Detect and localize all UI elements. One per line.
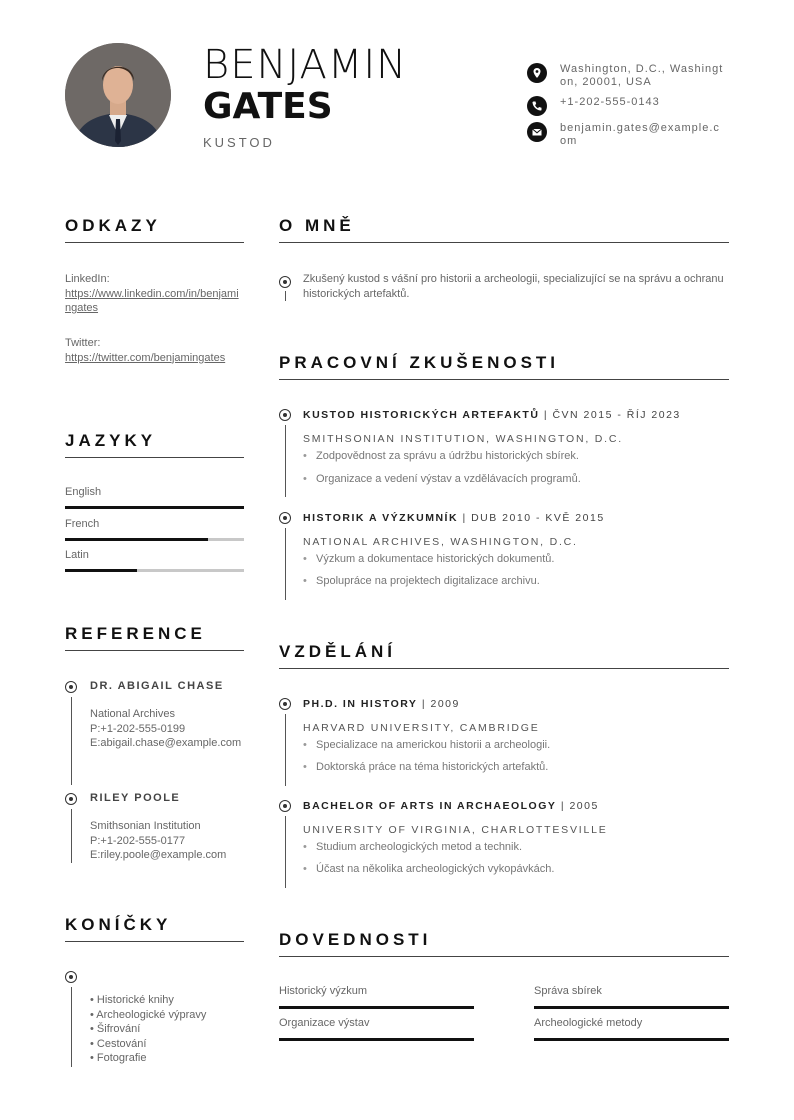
language-english	[65, 486, 244, 498]
link-item-linkedin	[65, 272, 244, 316]
timeline-dot	[279, 512, 291, 524]
link-label: Twitter:	[65, 337, 101, 349]
experience-title	[303, 409, 681, 421]
list-item: • Fotografie	[90, 1052, 147, 1064]
reference-name: RILEY POOLE	[90, 792, 181, 804]
reference-phone: P:+1-202-555-0177	[90, 834, 186, 847]
list-item: • Cestování	[90, 1037, 147, 1050]
reference-email: E:abigail.chase@example.com	[90, 737, 242, 749]
education-heading: VZDĚLÁNÍ	[279, 642, 729, 669]
job-dates: | DUB 2010 - KVĚ 2015	[462, 512, 605, 524]
job-dates: | ČVN 2015 - ŘÍJ 2023	[543, 409, 681, 421]
experience-org: SMITHSONIAN INSTITUTION, WASHINGTON, D.C.	[303, 433, 623, 445]
skill-name: Správa sbírek	[534, 985, 602, 997]
about-text: Zkušený kustod s vášní pro historii a archeologii, specializující se na správu a ochranu historických artefaktů.	[303, 273, 724, 300]
skill-item	[534, 985, 729, 997]
reference-details	[90, 819, 250, 863]
list-item: • Doktorská práce na téma historických artefaktů.	[316, 761, 548, 773]
list-item: • Spolupráce na projektech digitalizace archivu.	[316, 575, 540, 587]
phone-icon	[527, 96, 547, 116]
skill-item	[534, 1017, 729, 1029]
contact-phone	[527, 96, 727, 116]
skill-item	[279, 1017, 474, 1029]
about-heading: O MNĚ	[279, 216, 729, 243]
language-french	[65, 518, 244, 530]
education-org: UNIVERSITY OF VIRGINIA, CHARLOTTESVILLE	[303, 824, 608, 836]
timeline-line	[285, 816, 286, 888]
degree-text: PH.D. IN HISTORY	[303, 698, 418, 710]
job-title-text: KUSTOD HISTORICKÝCH ARTEFAKTŮ	[303, 409, 540, 421]
twitter-link[interactable]: https://twitter.com/benjamingates	[65, 351, 226, 364]
timeline-dot	[65, 681, 77, 693]
linkedin-link[interactable]: https://www.linkedin.com/in/benjamingates	[65, 287, 239, 314]
skill-bar	[279, 1038, 474, 1041]
language-name: English	[65, 486, 102, 498]
phone-text: +1-202-555-0143	[560, 96, 660, 108]
education-title	[303, 800, 599, 812]
links-heading: ODKAZY	[65, 216, 244, 243]
envelope-icon	[527, 122, 547, 142]
language-name: Latin	[65, 549, 89, 561]
list-item: • Historické knihy	[90, 994, 174, 1006]
list-item: • Účast na několika archeologických vykopávkách.	[316, 863, 554, 875]
timeline-dot	[279, 698, 291, 710]
language-name: French	[65, 518, 100, 530]
contact-address	[527, 63, 727, 89]
profile-photo	[65, 43, 171, 147]
hobbies-heading: KONÍČKY	[65, 915, 244, 942]
timeline-line	[285, 291, 286, 301]
timeline-line	[285, 425, 286, 497]
references-heading: REFERENCE	[65, 624, 244, 651]
timeline-dot	[65, 793, 77, 805]
skill-name: Historický výzkum	[279, 985, 368, 997]
last-name: GATES	[203, 86, 333, 127]
languages-heading: JAZYKY	[65, 431, 244, 458]
experience-title	[303, 512, 605, 524]
experience-org: NATIONAL ARCHIVES, WASHINGTON, D.C.	[303, 536, 578, 548]
timeline-line	[71, 697, 72, 785]
list-item: • Výzkum a dokumentace historických dokumentů.	[316, 553, 554, 565]
link-item-twitter	[65, 336, 244, 365]
list-item: • Specializace na americkou historii a archeologii.	[316, 739, 550, 751]
language-level-bar	[65, 538, 244, 541]
education-dates: | 2005	[560, 800, 599, 812]
experience-heading: PRACOVNÍ ZKUŠENOSTI	[279, 353, 729, 380]
link-label: LinkedIn:	[65, 273, 110, 285]
job-title: KUSTOD	[203, 135, 275, 150]
reference-org: Smithsonian Institution	[90, 820, 201, 832]
skill-name: Organizace výstav	[279, 1017, 370, 1029]
timeline-line	[71, 809, 72, 863]
skill-bar	[534, 1006, 729, 1009]
language-latin	[65, 549, 244, 561]
hobbies-list	[90, 993, 206, 1066]
list-item: • Archeologické výpravy	[90, 1008, 207, 1021]
degree-text: BACHELOR OF ARTS IN ARCHAEOLOGY	[303, 800, 557, 812]
list-item: • Šifrování	[90, 1023, 141, 1035]
timeline-line	[285, 528, 286, 600]
timeline-dot	[279, 800, 291, 812]
list-item: • Zodpovědnost za správu a údržbu historických sbírek.	[316, 450, 579, 462]
education-title	[303, 698, 460, 710]
location-pin-icon	[527, 63, 547, 83]
skill-name: Archeologické metody	[534, 1017, 643, 1029]
timeline-line	[285, 714, 286, 786]
list-item: • Studium archeologických metod a technik.	[316, 841, 522, 853]
language-level-bar	[65, 506, 244, 509]
timeline-dot	[279, 409, 291, 421]
job-title-text: HISTORIK A VÝZKUMNÍK	[303, 512, 459, 524]
skill-bar	[279, 1006, 474, 1009]
list-item: • Organizace a vedení výstav a vzdělávacích programů.	[316, 473, 581, 485]
reference-org: National Archives	[90, 708, 175, 720]
reference-details	[90, 707, 250, 751]
timeline-dot	[279, 276, 291, 288]
education-dates: | 2009	[421, 698, 460, 710]
address-text: Washington, D.C., Washington, 20001, USA	[560, 63, 724, 88]
reference-phone: P:+1-202-555-0199	[90, 722, 186, 735]
timeline-line	[71, 987, 72, 1067]
first-name: BENJAMIN	[203, 42, 408, 88]
contact-email	[527, 122, 727, 148]
education-org: HARVARD UNIVERSITY, CAMBRIDGE	[303, 722, 540, 734]
skill-item	[279, 985, 474, 997]
email-text: benjamin.gates@example.com	[560, 122, 720, 147]
reference-name: DR. ABIGAIL CHASE	[90, 680, 224, 692]
skills-heading: DOVEDNOSTI	[279, 930, 729, 957]
skill-bar	[534, 1038, 729, 1041]
reference-email: E:riley.poole@example.com	[90, 849, 227, 861]
timeline-dot	[65, 971, 77, 983]
language-level-bar	[65, 569, 244, 572]
